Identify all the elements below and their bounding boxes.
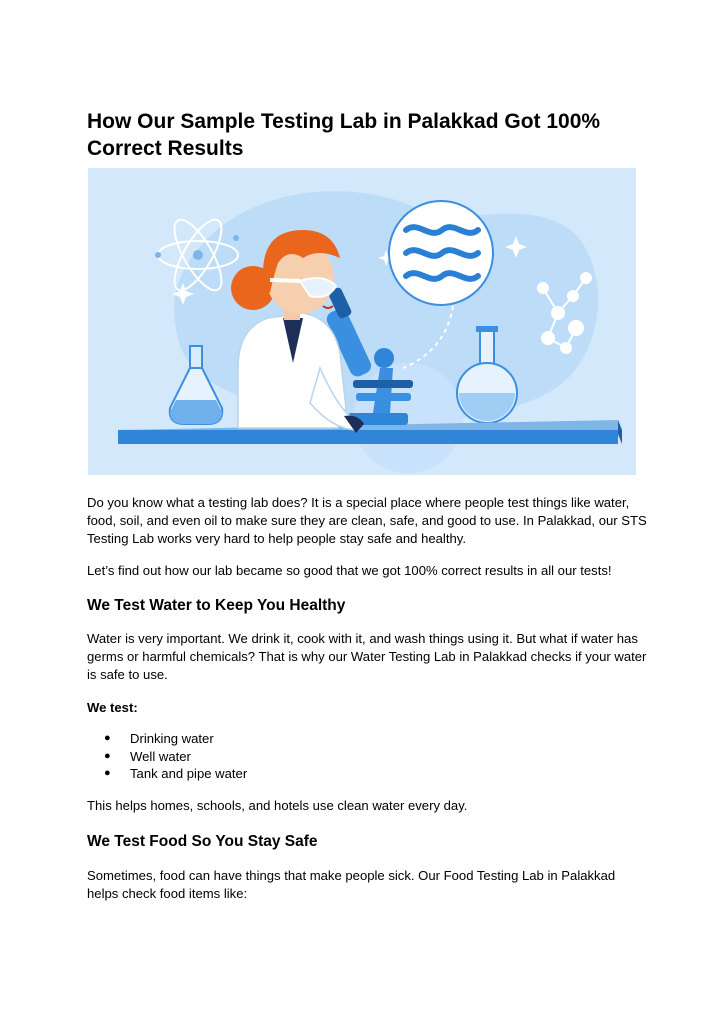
bullet-icon: ● <box>104 732 111 744</box>
article-title: How Our Sample Testing Lab in Palakkad Got 100% Correct Results <box>87 110 601 160</box>
water-paragraph: Water is very important. We drink it, cook with it, and wash things using it. But what if water has germs or harmful chemicals? That is why our Water Testing Lab in Palakkad checks if your water is safe to use. <box>87 631 647 682</box>
list-item: ● Drinking water <box>104 731 214 746</box>
intro-paragraph: Let’s find out how our lab became so good that we got 100% correct results in all our tests! <box>87 563 612 578</box>
list-item: ● Well water <box>104 748 191 764</box>
water-test-list <box>104 730 247 783</box>
food-paragraph: Sometimes, food can have things that make people sick. Our Food Testing Lab in Palakkad helps check food items like: <box>87 868 616 901</box>
list-item: ● Tank and pipe water <box>104 766 248 781</box>
water-closing-paragraph: This helps homes, schools, and hotels use clean water every day. <box>87 798 468 813</box>
list-label: We test: <box>87 700 138 715</box>
section-heading-water: We Test Water to Keep You Healthy <box>87 597 346 614</box>
bullet-icon: ● <box>104 767 111 779</box>
section-heading-food: We Test Food So You Stay Safe <box>87 833 318 850</box>
bullet-icon: ● <box>104 749 111 762</box>
lab-illustration <box>88 168 636 475</box>
intro-paragraph: Do you know what a testing lab does? It is a special place where people test things like water, food, soil, and even oil to make sure they are clean, safe, and good to use. In Palakkad, our STS Testing Lab works very hard to help people stay safe and healthy. <box>87 495 647 546</box>
